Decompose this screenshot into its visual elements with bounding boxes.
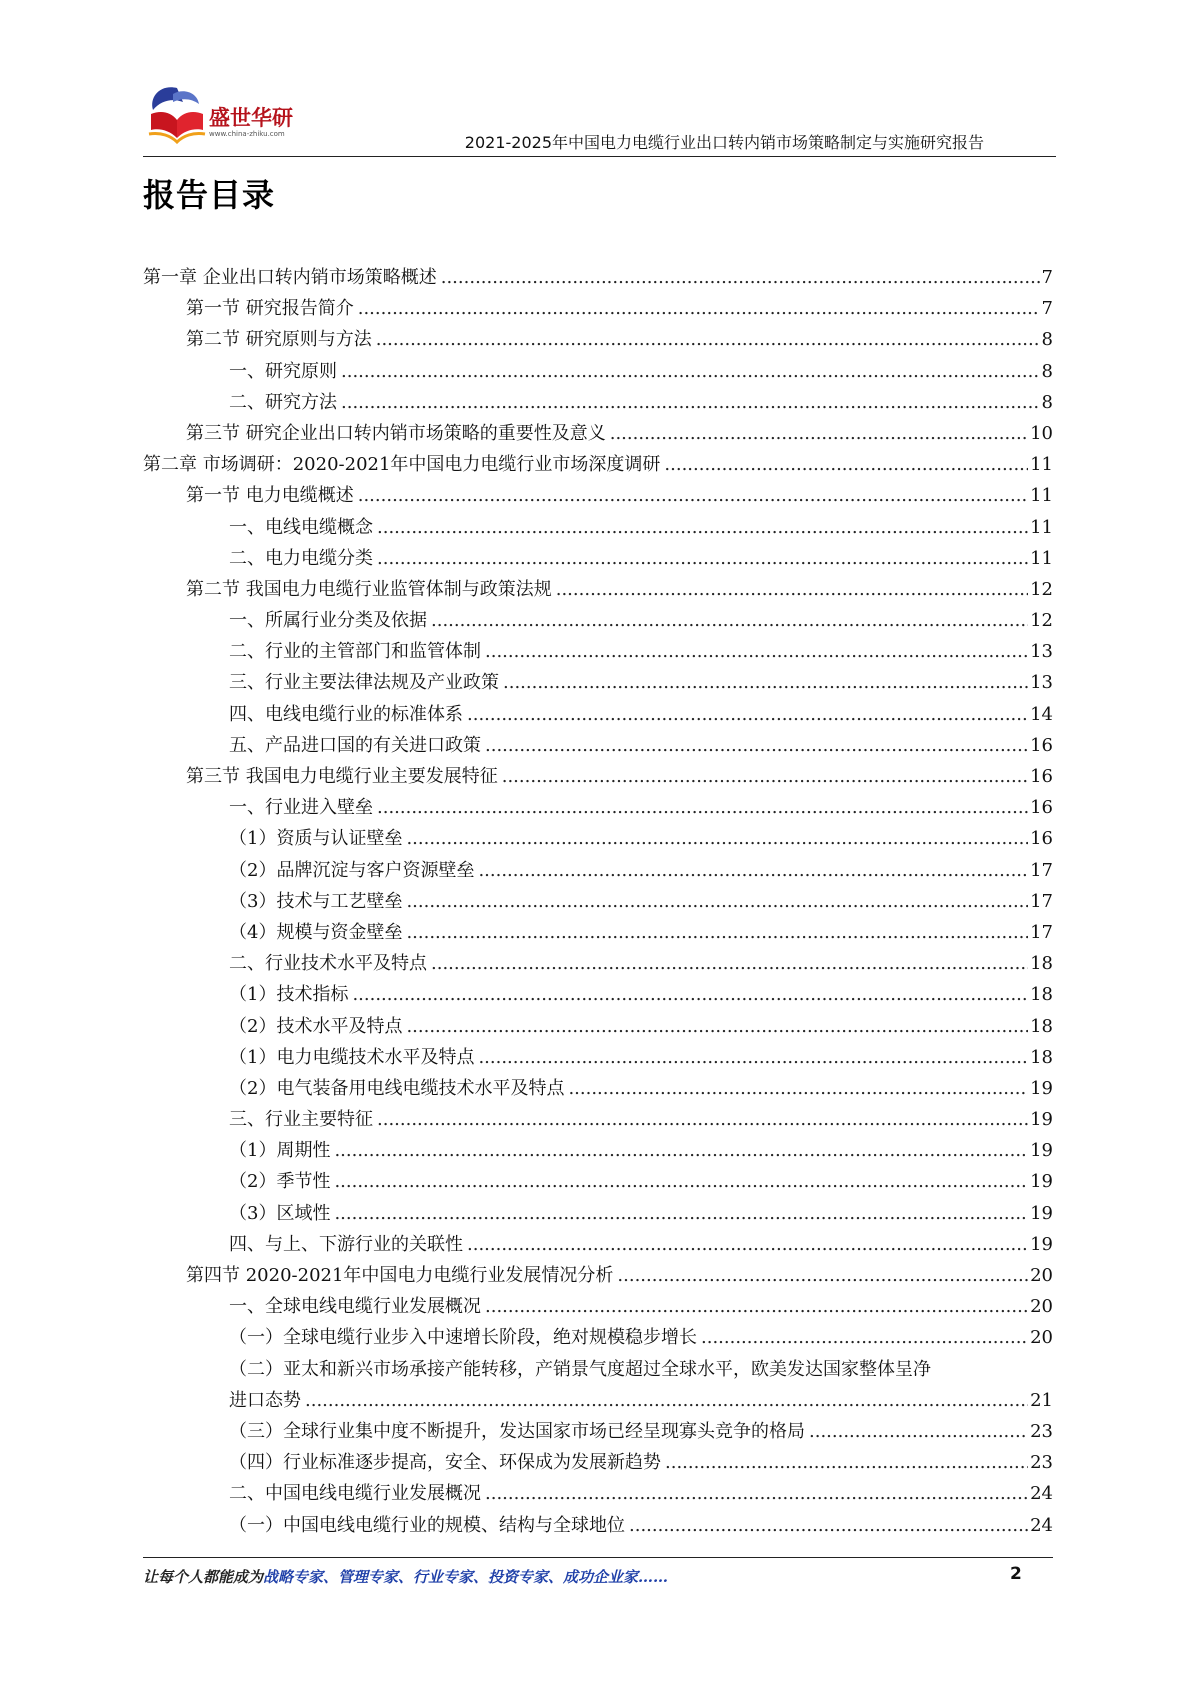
toc-entry[interactable] xyxy=(143,1166,1053,1197)
toc-entry-page: 18 xyxy=(1030,1046,1053,1068)
toc-entry-page: 10 xyxy=(1030,422,1053,444)
toc-leader-dots xyxy=(485,1478,1028,1509)
toc-leader-dots xyxy=(377,1104,1028,1135)
toc-entry[interactable] xyxy=(143,293,1053,324)
toc-leader-dots xyxy=(478,1042,1028,1073)
toc-entry[interactable] xyxy=(143,855,1053,886)
toc-leader-dots xyxy=(665,1447,1028,1478)
toc-leader-dots xyxy=(617,1260,1028,1291)
toc-entry[interactable] xyxy=(143,1042,1053,1073)
toc-entry[interactable] xyxy=(143,1416,1053,1447)
toc-entry-page: 21 xyxy=(1030,1389,1053,1411)
toc-entry[interactable] xyxy=(143,699,1053,730)
toc-entry[interactable] xyxy=(143,1322,1053,1353)
toc-entry-label: （2）技术水平及特点 xyxy=(229,1011,404,1042)
toc-leader-dots xyxy=(377,543,1028,574)
toc-leader-dots xyxy=(701,1322,1028,1353)
toc-leader-dots xyxy=(406,886,1028,917)
toc-entry-page: 16 xyxy=(1030,828,1053,850)
toc-entry-label: 第三节 我国电力电缆行业主要发展特征 xyxy=(186,761,500,792)
toc-entry-page: 24 xyxy=(1030,1514,1053,1536)
toc-leader-dots xyxy=(305,1385,1028,1416)
toc-entry-page: 12 xyxy=(1030,610,1053,632)
footer-slogan-prefix: 让每个人都能成为 xyxy=(143,1568,264,1586)
toc-entry-label: 三、行业主要法律法规及产业政策 xyxy=(229,667,501,698)
toc-entry-label: 五、产品进口国的有关进口政策 xyxy=(229,730,483,761)
toc-leader-dots xyxy=(358,480,1028,511)
toc-entry-page: 8 xyxy=(1041,329,1053,351)
toc-entry[interactable] xyxy=(143,1104,1053,1135)
toc-entry-label: 一、全球电线电缆行业发展概况 xyxy=(229,1291,483,1322)
toc-leader-dots xyxy=(664,449,1028,480)
toc-entry-page: 20 xyxy=(1030,1296,1053,1318)
toc-entry-label: （1）资质与认证壁垒 xyxy=(229,823,404,854)
toc-entry-page: 18 xyxy=(1030,1015,1053,1037)
toc-entry[interactable] xyxy=(143,761,1053,792)
toc-leader-dots xyxy=(352,979,1028,1010)
toc-leader-dots xyxy=(502,761,1028,792)
toc-entry-label: 第四节 2020-2021年中国电力电缆行业发展情况分析 xyxy=(186,1260,615,1291)
toc-leader-dots xyxy=(406,823,1028,854)
toc-leader-dots xyxy=(568,1073,1028,1104)
toc-entry[interactable] xyxy=(143,1478,1053,1509)
toc-entry-label: （1）电力电缆技术水平及特点 xyxy=(229,1042,476,1073)
toc-leader-dots xyxy=(503,667,1028,698)
toc-entry[interactable] xyxy=(143,605,1053,636)
company-logo xyxy=(143,82,313,148)
footer-slogan xyxy=(143,1566,668,1587)
toc-leader-dots xyxy=(377,512,1028,543)
toc-entry-page: 11 xyxy=(1030,516,1053,538)
toc-entry-label: 二、中国电线电缆行业发展概况 xyxy=(229,1478,483,1509)
toc-leader-dots xyxy=(341,356,1040,387)
toc-entry[interactable] xyxy=(143,667,1053,698)
toc-entry-page: 7 xyxy=(1041,298,1053,320)
toc-entry[interactable] xyxy=(143,917,1053,948)
toc-entry-page: 11 xyxy=(1030,547,1053,569)
toc-entry-label: 二、行业技术水平及特点 xyxy=(229,948,429,979)
toc-leader-dots xyxy=(556,574,1028,605)
toc-entry-page: 17 xyxy=(1030,921,1053,943)
toc-entry[interactable] xyxy=(143,636,1053,667)
toc-entry[interactable] xyxy=(143,948,1053,979)
toc-entry[interactable] xyxy=(143,1510,1053,1541)
toc-entry-page: 24 xyxy=(1030,1483,1053,1505)
toc-entry-label: （2）季节性 xyxy=(229,1166,332,1197)
logo-text: 盛世华研 xyxy=(209,106,293,130)
toc-leader-dots xyxy=(406,1011,1028,1042)
table-of-contents xyxy=(143,262,1053,1541)
page-heading: 报告目录 xyxy=(143,176,276,214)
toc-entry-label: （2）品牌沉淀与客户资源壁垒 xyxy=(229,855,476,886)
toc-leader-dots xyxy=(358,293,1040,324)
toc-entry-label: 第三节 研究企业出口转内销市场策略的重要性及意义 xyxy=(186,418,608,449)
toc-leader-dots xyxy=(431,948,1028,979)
toc-entry[interactable] xyxy=(143,574,1053,605)
toc-entry-label: （三）全球行业集中度不断提升，发达国家市场已经呈现寡头竞争的格局 xyxy=(229,1416,807,1447)
toc-leader-dots xyxy=(485,1291,1028,1322)
toc-entry[interactable] xyxy=(143,730,1053,761)
toc-leader-dots xyxy=(431,605,1028,636)
toc-entry-page: 19 xyxy=(1030,1077,1053,1099)
toc-entry[interactable] xyxy=(143,886,1053,917)
toc-leader-dots xyxy=(629,1510,1028,1541)
toc-entry-page: 17 xyxy=(1030,890,1053,912)
toc-entry-label: 第一节 研究报告简介 xyxy=(186,293,356,324)
toc-entry[interactable] xyxy=(143,979,1053,1010)
toc-leader-dots xyxy=(485,636,1028,667)
toc-entry-page: 17 xyxy=(1030,859,1053,881)
toc-entry[interactable] xyxy=(143,1385,1053,1416)
toc-entry-page: 19 xyxy=(1030,1233,1053,1255)
toc-entry-page: 8 xyxy=(1041,360,1053,382)
toc-entry-label: 二、研究方法 xyxy=(229,387,339,418)
toc-entry[interactable] xyxy=(143,1291,1053,1322)
toc-entry[interactable] xyxy=(143,1073,1053,1104)
toc-entry[interactable] xyxy=(143,418,1053,449)
toc-entry[interactable] xyxy=(143,1011,1053,1042)
toc-entry[interactable] xyxy=(143,1229,1053,1260)
toc-leader-dots xyxy=(377,792,1028,823)
toc-entry-label: 第一章 企业出口转内销市场策略概述 xyxy=(143,262,439,293)
page-header xyxy=(143,82,1056,158)
toc-entry-page: 19 xyxy=(1030,1202,1053,1224)
toc-entry[interactable] xyxy=(143,1447,1053,1478)
toc-entry-page: 13 xyxy=(1030,672,1053,694)
toc-entry-label: 一、电线电缆概念 xyxy=(229,512,375,543)
toc-leader-dots xyxy=(467,699,1028,730)
page-number: 2 xyxy=(1010,1564,1022,1584)
toc-entry-label: 一、所属行业分类及依据 xyxy=(229,605,429,636)
toc-entry-label: 二、行业的主管部门和监管体制 xyxy=(229,636,483,667)
header-divider xyxy=(143,156,1056,157)
toc-entry-label: 第二节 我国电力电缆行业监管体制与政策法规 xyxy=(186,574,554,605)
toc-entry-page: 23 xyxy=(1030,1420,1053,1442)
report-title: 2021-2025年中国电力电缆行业出口转内销市场策略制定与实施研究报告 xyxy=(464,133,984,152)
toc-entry-label: （四）行业标准逐步提高，安全、环保成为发展新趋势 xyxy=(229,1447,663,1478)
footer-slogan-accent: 战略专家、管理专家、行业专家、投资专家、成功企业家…… xyxy=(263,1568,669,1586)
toc-entry[interactable] xyxy=(143,543,1053,574)
toc-entry-label: 四、与上、下游行业的关联性 xyxy=(229,1229,465,1260)
toc-entry-page: 16 xyxy=(1030,797,1053,819)
toc-entry-label: （一）中国电线电缆行业的规模、结构与全球地位 xyxy=(229,1510,627,1541)
toc-leader-dots xyxy=(406,917,1028,948)
toc-entry-page: 12 xyxy=(1030,578,1053,600)
toc-entry[interactable] xyxy=(143,823,1053,854)
toc-entry-page: 19 xyxy=(1030,1109,1053,1131)
toc-entry-page: 19 xyxy=(1030,1140,1053,1162)
footer-divider xyxy=(143,1557,1053,1558)
toc-leader-dots xyxy=(334,1166,1028,1197)
toc-entry[interactable] xyxy=(143,512,1053,543)
toc-entry[interactable] xyxy=(143,449,1053,480)
toc-entry[interactable] xyxy=(143,356,1053,387)
toc-leader-dots xyxy=(441,262,1040,293)
toc-entry-label: 第一节 电力电缆概述 xyxy=(186,480,356,511)
toc-leader-dots xyxy=(376,324,1040,355)
toc-entry-label: 二、电力电缆分类 xyxy=(229,543,375,574)
toc-entry-label: （1）周期性 xyxy=(229,1135,332,1166)
toc-entry-page: 18 xyxy=(1030,953,1053,975)
toc-leader-dots xyxy=(334,1198,1028,1229)
toc-entry[interactable] xyxy=(143,480,1053,511)
toc-leader-dots xyxy=(341,387,1040,418)
toc-entry-page: 16 xyxy=(1030,734,1053,756)
toc-entry[interactable] xyxy=(143,1135,1053,1166)
toc-entry[interactable] xyxy=(143,1260,1053,1291)
logo-book-icon xyxy=(143,82,213,148)
toc-entry-page: 7 xyxy=(1041,267,1053,288)
toc-entry-label: 第二章 市场调研：2020-2021年中国电力电缆行业市场深度调研 xyxy=(143,449,662,480)
toc-entry-page: 18 xyxy=(1030,984,1053,1006)
toc-entry-text[interactable]: （二）亚太和新兴市场承接产能转移，产销景气度超过全球水平，欧美发达国家整体呈净 xyxy=(229,1358,931,1380)
toc-entry-label: 第二节 研究原则与方法 xyxy=(186,324,374,355)
toc-entry-label: （一）全球电缆行业步入中速增长阶段，绝对规模稳步增长 xyxy=(229,1322,699,1353)
toc-entry[interactable] xyxy=(143,1198,1053,1229)
toc-entry-label: （3）技术与工艺壁垒 xyxy=(229,886,404,917)
toc-entry-label: 进口态势 xyxy=(229,1385,303,1416)
toc-leader-dots xyxy=(467,1229,1028,1260)
toc-leader-dots xyxy=(485,730,1028,761)
toc-entry[interactable] xyxy=(143,792,1053,823)
toc-entry-label: 四、电线电缆行业的标准体系 xyxy=(229,699,465,730)
toc-entry-page: 19 xyxy=(1030,1171,1053,1193)
toc-entry-page: 11 xyxy=(1030,485,1053,507)
toc-entry-label: （4）规模与资金壁垒 xyxy=(229,917,404,948)
toc-entry-page: 16 xyxy=(1030,766,1053,787)
toc-entry-label: 一、研究原则 xyxy=(229,356,339,387)
toc-entry[interactable] xyxy=(143,262,1053,293)
toc-entry-label: 一、行业进入壁垒 xyxy=(229,792,375,823)
toc-entry-label: （1）技术指标 xyxy=(229,979,350,1010)
toc-entry-page: 20 xyxy=(1030,1327,1053,1349)
toc-entry-page: 14 xyxy=(1030,703,1053,725)
toc-entry[interactable] xyxy=(143,387,1053,418)
toc-entry-label: （2）电气装备用电线电缆技术水平及特点 xyxy=(229,1073,566,1104)
toc-leader-dots xyxy=(334,1135,1028,1166)
toc-entry-label: 三、行业主要特征 xyxy=(229,1104,375,1135)
toc-entry-page: 23 xyxy=(1030,1452,1053,1474)
toc-entry-page: 8 xyxy=(1041,391,1053,413)
toc-entry-page: 20 xyxy=(1030,1265,1053,1286)
toc-leader-dots xyxy=(809,1416,1028,1447)
toc-entry[interactable] xyxy=(143,324,1053,355)
toc-entry-page: 11 xyxy=(1030,454,1053,476)
toc-leader-dots xyxy=(478,855,1028,886)
toc-leader-dots xyxy=(610,418,1028,449)
toc-entry-page: 13 xyxy=(1030,641,1053,663)
toc-entry-label: （3）区域性 xyxy=(229,1198,332,1229)
logo-url: www.china-zhiku.com xyxy=(209,130,285,138)
